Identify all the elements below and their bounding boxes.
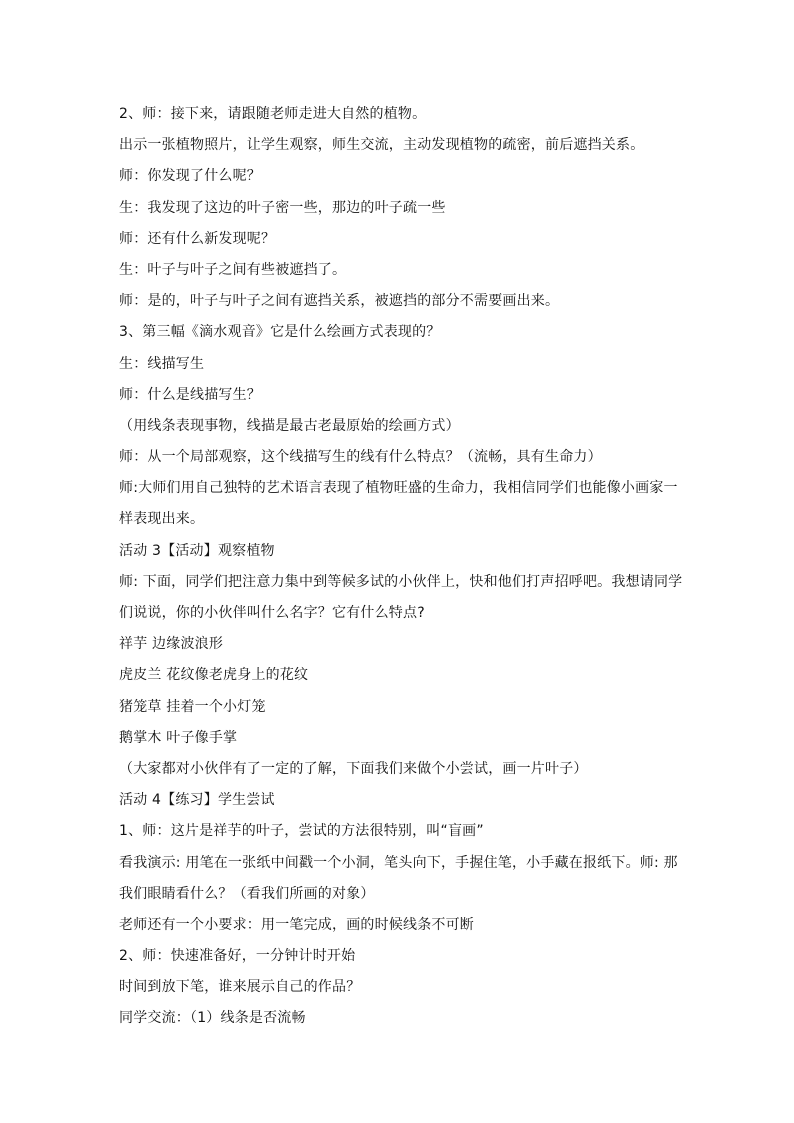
section-heading: 活动 3【活动】观察植物 bbox=[119, 542, 275, 559]
text-line: 2、师：接下来，请跟随老师走进大自然的植物。 bbox=[119, 106, 427, 122]
text-line: 生：我发现了这边的叶子密一些，那边的叶子疏一些 bbox=[119, 199, 446, 216]
text-line: 老师还有一个小要求：用一笔完成，画的时候线条不可断 bbox=[119, 916, 474, 933]
text-line: 师:大师们用自己独特的艺术语言表现了植物旺盛的生命力，我相信同学们也能像小画家一 bbox=[119, 480, 678, 497]
text-line: 们说说，你的小伙伴叫什么名字？它有什么特点? bbox=[119, 605, 425, 621]
text-line: 师：是的，叶子与叶子之间有遮挡关系，被遮挡的部分不需要画出来。 bbox=[119, 293, 560, 310]
text-line: 1、师：这片是祥芋的叶子，尝试的方法很特别，叫“盲画” bbox=[119, 823, 484, 840]
text-line: 2、师：快速准备好，一分钟计时开始 bbox=[119, 948, 356, 965]
section-heading: 活动 4【练习】学生尝试 bbox=[119, 792, 275, 809]
text-line: 师：还有什么新发现呢？ bbox=[119, 230, 276, 247]
text-line: 我们眼睛看什么？（看我们所画的对象） bbox=[119, 885, 375, 902]
text-line: 虎皮兰 花纹像老虎身上的花纹 bbox=[119, 667, 309, 684]
text-line: 师：从一个局部观察，这个线描写生的线有什么特点？（流畅，具有生命力） bbox=[119, 449, 602, 466]
text-line: 同学交流：（1）线条是否流畅 bbox=[119, 1010, 306, 1027]
text-line: 师：你发现了什么呢？ bbox=[119, 168, 261, 185]
text-line: 时间到放下笔，谁来展示自己的作品？ bbox=[119, 979, 361, 996]
text-line: 3、第三幅《滴水观音》它是什么绘画方式表现的？ bbox=[119, 324, 441, 341]
text-line: 看我演示: 用笔在一张纸中间戳一个小洞，笔头向下，手握住笔，小手藏在报纸下。师: 那 bbox=[119, 854, 678, 871]
text-line: 生：叶子与叶子之间有些被遮挡了。 bbox=[119, 261, 347, 278]
text-line: （用线条表现事物，线描是最古老最原始的绘画方式） bbox=[119, 417, 460, 434]
text-line: 生：线描写生 bbox=[119, 355, 205, 372]
text-line: 鹅掌木 叶子像手掌 bbox=[119, 729, 238, 746]
text-line: （大家都对小伙伴有了一定的了解，下面我们来做个小尝试，画一片叶子） bbox=[119, 760, 588, 777]
text-line: 猪笼草 挂着一个小灯笼 bbox=[119, 698, 266, 715]
text-line: 师: 下面，同学们把注意力集中到等候多试的小伙伴上，快和他们打声招呼吧。我想请同学 bbox=[119, 573, 683, 590]
text-line: 师：什么是线描写生？ bbox=[119, 386, 261, 403]
text-line: 出示一张植物照片，让学生观察，师生交流，主动发现植物的疏密，前后遮挡关系。 bbox=[119, 137, 645, 154]
text-line: 样表现出来。 bbox=[119, 511, 205, 528]
text-line: 祥芋 边缘波浪形 bbox=[119, 636, 224, 653]
document-body bbox=[119, 99, 683, 1035]
